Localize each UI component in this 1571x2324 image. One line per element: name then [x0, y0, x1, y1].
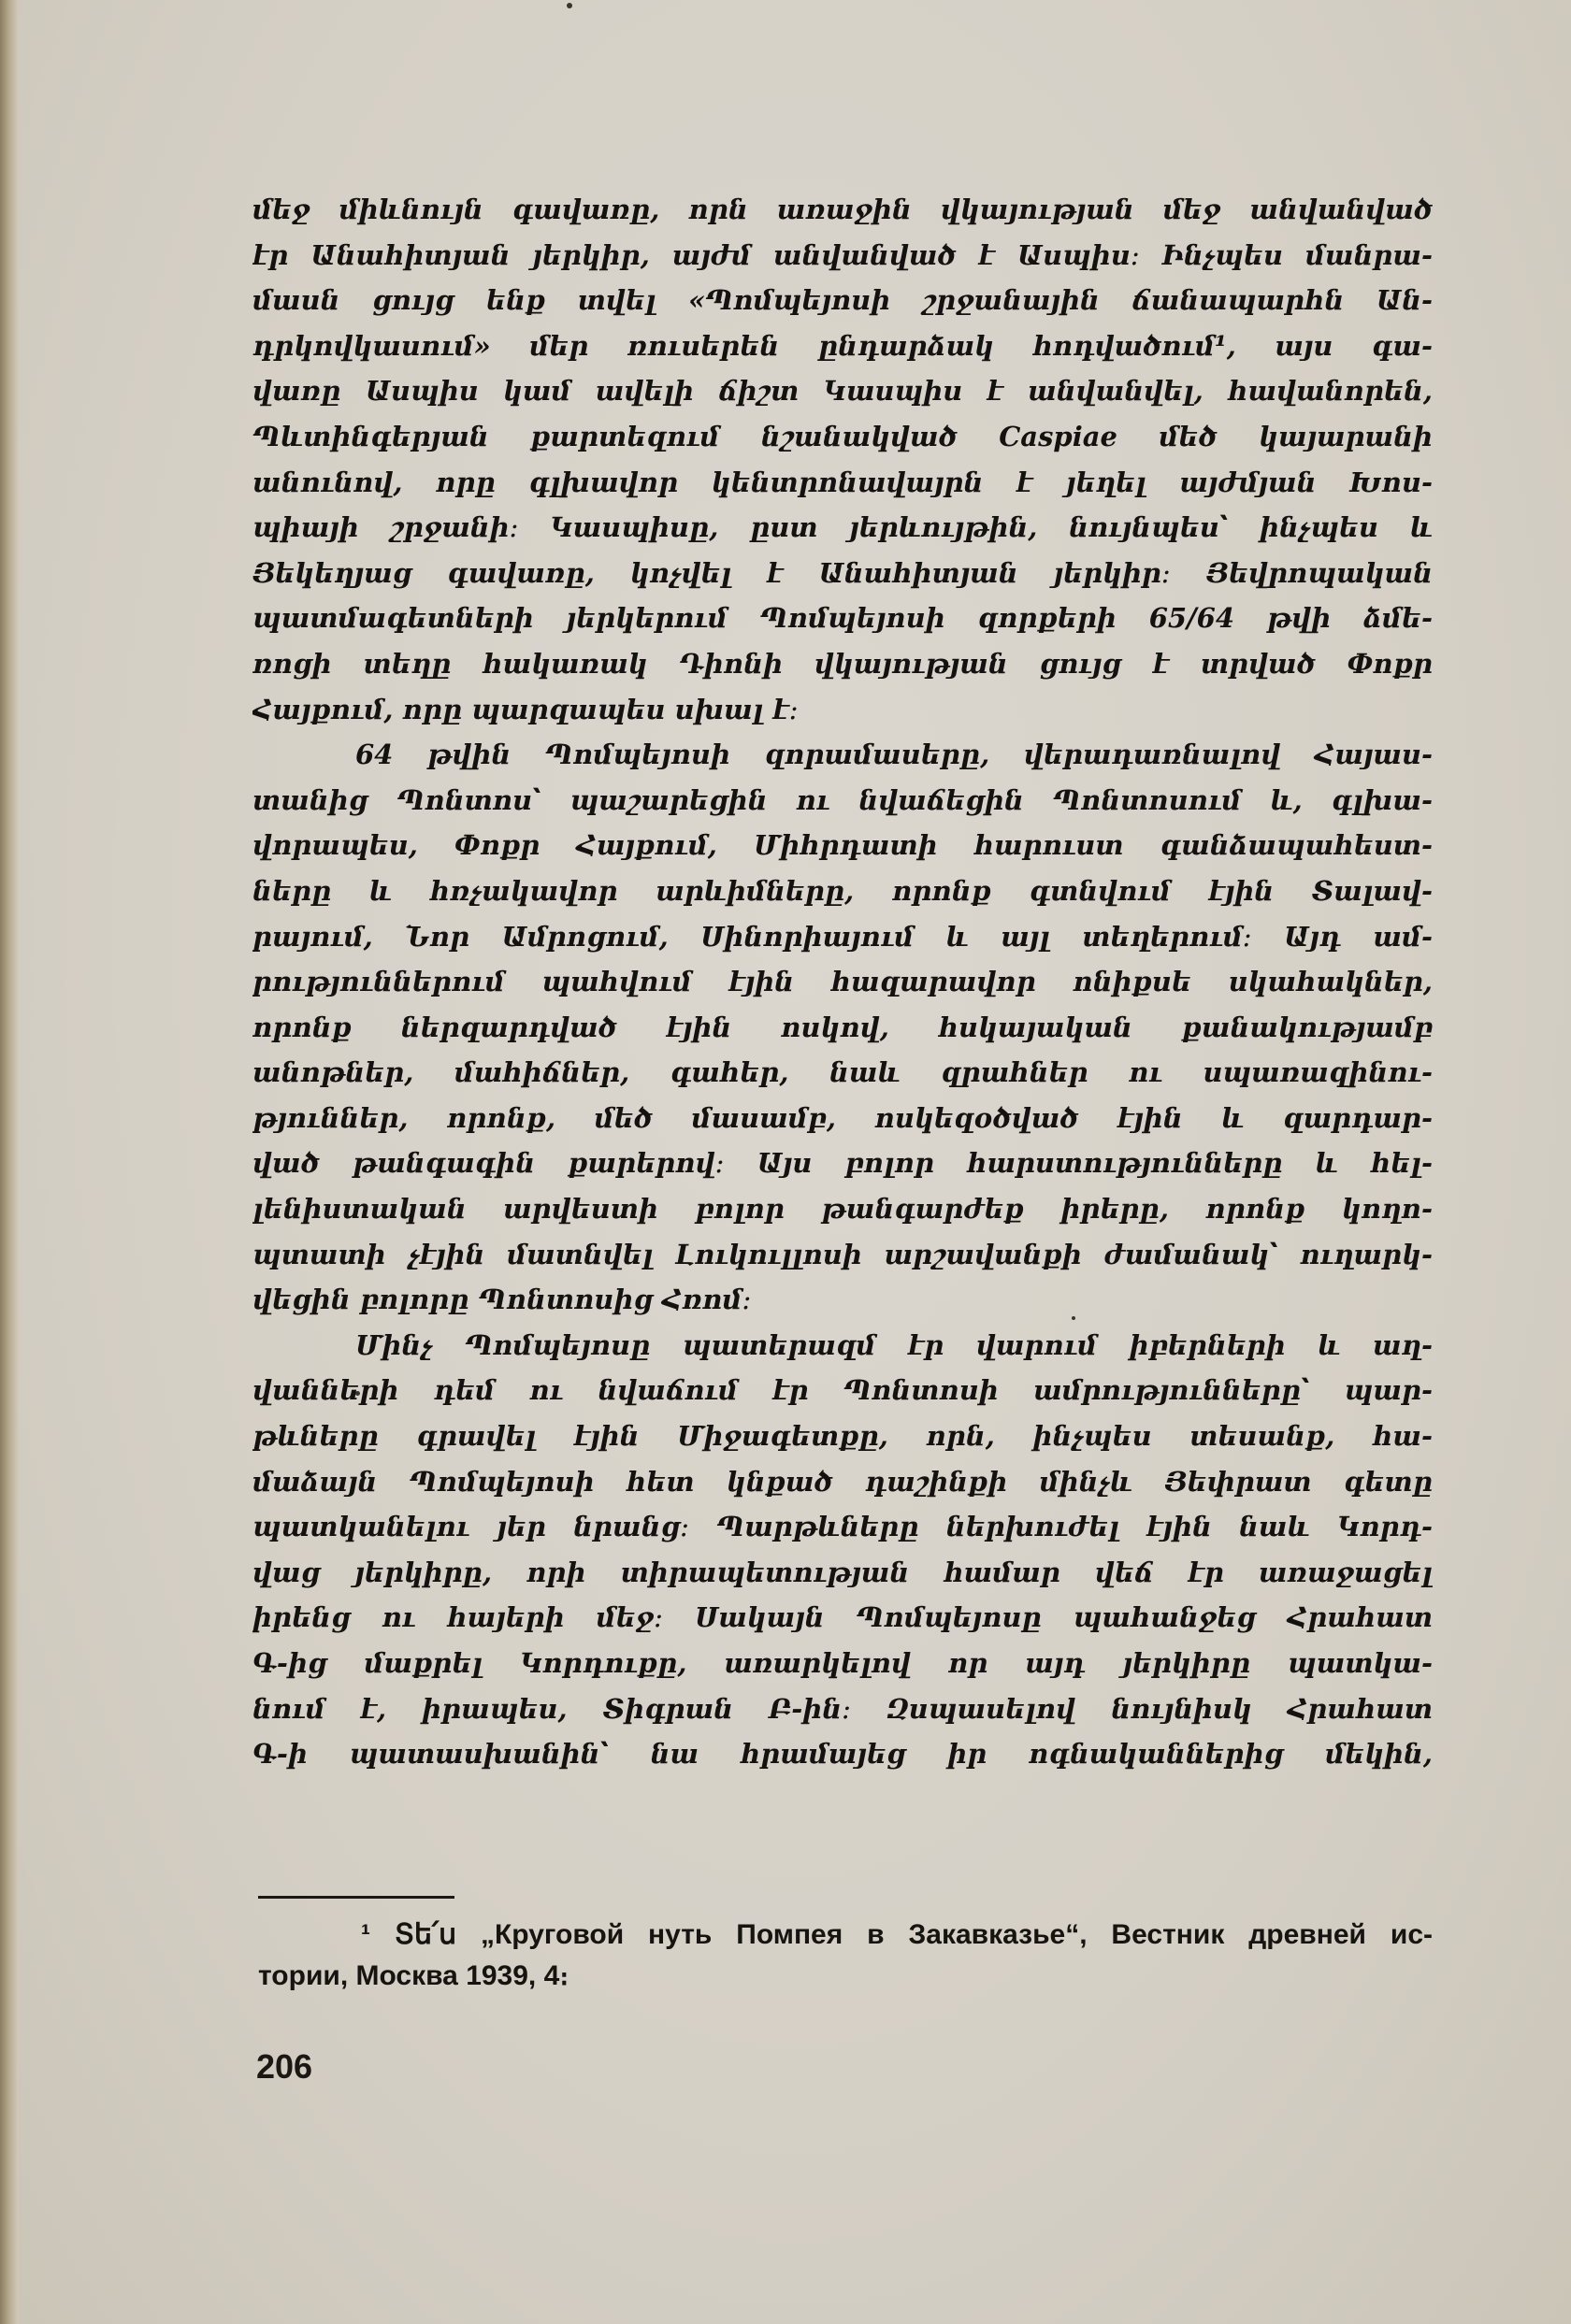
- text-line: րայում, Նոր Ամրոցում, Սինորիայում և այլ տեղերում։ Այդ ամ-: [252, 920, 1433, 953]
- text-line: վաց յերկիրը, որի տիրապետության համար վեճ էր առաջացել: [252, 1556, 1433, 1588]
- ink-speck: [567, 3, 572, 8]
- page-number: 206: [256, 2047, 313, 2086]
- text-line: թյուններ, որոնք, մեծ մասամբ, ոսկեզօծված էյին և զարդար-: [252, 1101, 1433, 1134]
- text-line: լենիստական արվեստի բոլոր թանգարժեք իրերը, որոնք կողո-: [252, 1193, 1433, 1226]
- footnote-line: ¹ Տե՛ս „Круговой нуть Помпея в Закавказье“, Вестник древней ис-: [361, 1919, 1433, 1950]
- text-line: րություններում պահվում էյին հազարավոր ոնիքսե սկահակներ,: [252, 966, 1433, 998]
- text-line: անունով, որը գլխավոր կենտրոնավայրն է յեղել այժմյան Խոս-: [252, 466, 1433, 498]
- text-line: վառը Ասպիս կամ ավելի ճիշտ Կասպիս է անվանվել, հավանորեն,: [252, 375, 1433, 408]
- text-line: 64 թվին Պոմպեյոսի զորամասերը, վերադառնալով Հայաս-: [355, 739, 1433, 771]
- text-line: պիայի շրջանի։ Կասպիսը, ըստ յերևույթին, նույնպես՝ ինչպես և: [252, 511, 1433, 544]
- text-line: պատկանելու յեր նրանց։ Պարթևները ներխուժել էյին նաև Կորդ-: [252, 1511, 1433, 1543]
- footnote: [258, 1915, 1433, 1997]
- text-line: Գ-ից մաքրել Կորդուքը, առարկելով որ այդ յերկիրը պատկա-: [252, 1647, 1433, 1679]
- paragraph: [252, 732, 1433, 1323]
- footnote-divider: [258, 1896, 454, 1899]
- text-line: վեցին բոլորը Պոնտոսից Հռոմ։: [252, 1284, 752, 1316]
- text-line: Մինչ Պոմպեյոսը պատերազմ էր վարում իբերների և աղ-: [355, 1328, 1433, 1361]
- text-line: մասն ցույց ենք տվել «Պոմպեյոսի շրջանային ճանապարհն Ան-: [252, 284, 1433, 317]
- text-line: անոթներ, մահիճներ, գահեր, նաև զրահներ ու սպառազինու-: [252, 1056, 1433, 1089]
- paragraph: [252, 187, 1433, 732]
- text-line: իրենց ու հայերի մեջ։ Սակայն Պոմպեյոսը պահանջեց Հրահատ: [252, 1601, 1433, 1634]
- text-line: նում է, իրապես, Տիգրան Բ-ին։ Զսպասելով նույնիսկ Հրահատ: [252, 1692, 1433, 1725]
- text-line: Պևտինգերյան քարտեզում նշանակված Caspiae մեծ կայարանի: [252, 420, 1433, 452]
- text-line: ռոցի տեղը հակառակ Դիոնի վկայության ցույց է տրված Փոքր: [252, 647, 1433, 680]
- text-line: պտատի չէյին մատնվել Լուկուլլոսի արշավանքի ժամանակ՝ ուղարկ-: [252, 1238, 1433, 1270]
- text-line: վորապես, Փոքր Հայքում, Միհրդատի հարուստ գանձապահեստ-: [252, 829, 1433, 862]
- text-line: վանների դեմ ու նվաճում էր Պոնտոսի ամրությունները՝ պար-: [252, 1374, 1433, 1407]
- body-text: [252, 187, 1433, 1777]
- text-line: թևները գրավել էյին Միջագետքը, որն, ինչպես տեսանք, հա-: [252, 1420, 1433, 1453]
- text-line: Հայքում, որը պարզապես սխալ է։: [252, 693, 799, 725]
- text-line: տանից Պոնտոս՝ պաշարեցին ու նվաճեցին Պոնտոսում և, գլխա-: [252, 783, 1433, 816]
- footnote-line: тории, Москва 1939, 4։: [258, 1960, 569, 1991]
- paragraph: [252, 1323, 1433, 1777]
- text-line: ված թանգագին քարերով։ Այս բոլոր հարստությունները և հել-: [252, 1147, 1433, 1180]
- text-line: Գ-ի պատասխանին՝ նա հրամայեց իր ոգնականներից մեկին,: [252, 1738, 1433, 1771]
- text-line: պատմագետների յերկերում Պոմպեյոսի զորքերի 65/64 թվի ձմե-: [252, 602, 1433, 635]
- text-line: մաձայն Պոմպեյոսի հետ կնքած դաշինքի մինչև Յեփրատ գետը: [252, 1465, 1433, 1498]
- text-line: Յեկեղյաց գավառը, կոչվել է Անահիտյան յերկիր։ Յեվրոպական: [252, 556, 1433, 589]
- text-line: որոնք ներզարդված էյին ոսկով, հսկայական քանակությամբ: [252, 1011, 1433, 1043]
- text-line: ները և հռչակավոր արևիմները, որոնք գտնվում էյին Տալավ-: [252, 874, 1433, 907]
- text-line: մեջ միևնույն գավառը, որն առաջին վկայության մեջ անվանված: [252, 194, 1433, 225]
- text-line: էր Անահիտյան յերկիր, այժմ անվանված է Ասպիս։ Ինչպես մանրա-: [252, 238, 1433, 271]
- text-line: դրկովկասում» մեր ռուսերեն ընդարձակ հոդվածում¹, այս գա-: [252, 329, 1433, 362]
